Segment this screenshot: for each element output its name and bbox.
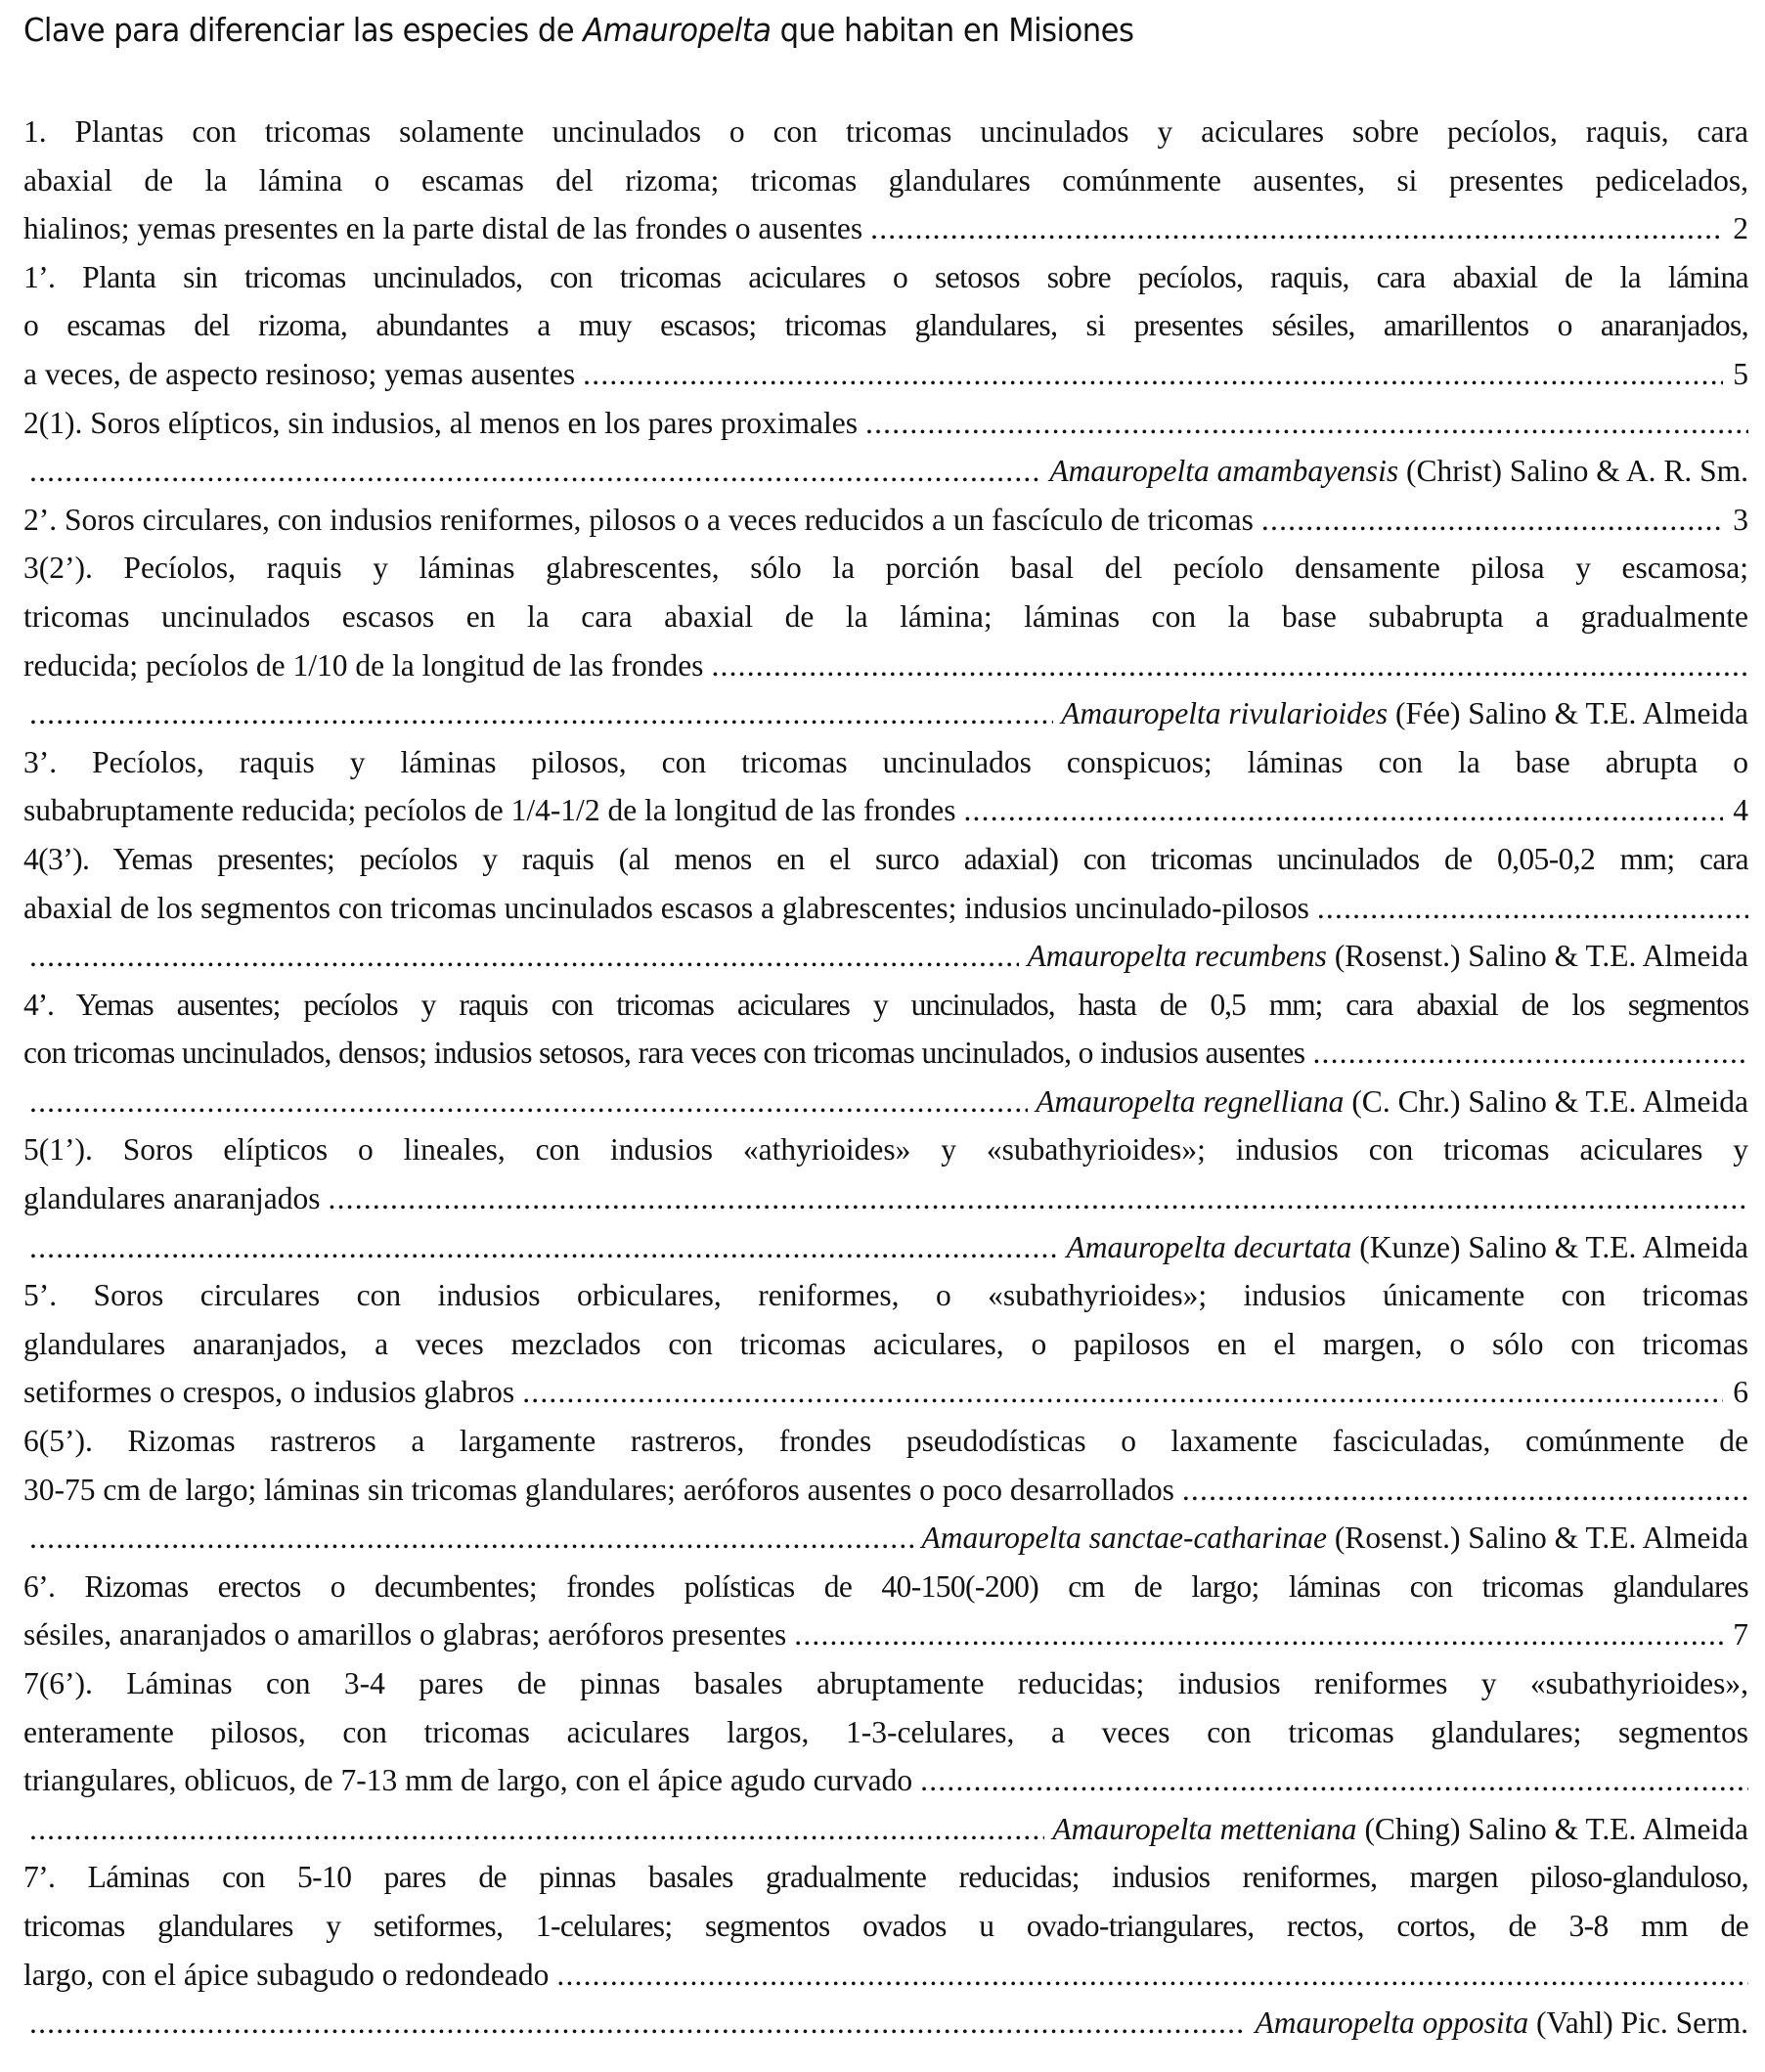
couplet-7-line-3: triangulares, oblicuos, de 7-13 mm de largo, con el ápice agudo curvado ..... — [23, 1756, 1748, 1805]
lead-number: 7 — [1733, 1617, 1748, 1653]
leader-dots — [29, 1223, 1058, 1272]
couplet-5-line-1: 5(1’). Soros elípticos o lineales, con indusios «athyrioides» y «subathyrioides»; indusios con tricomas aciculares y — [23, 1132, 1748, 1168]
leader-dots — [963, 786, 1723, 835]
couplet-5-species — [23, 1223, 1748, 1272]
couplet-6-line-2: 30-75 cm de largo; láminas sin tricomas glandulares; aeróforos ausentes o poco desarrollados ..... — [23, 1466, 1748, 1515]
leader-dots — [29, 1805, 1044, 1854]
couplet-5p-line-1: 5’. Soros circulares con indusios orbiculares, reniformes, o «subathyrioides»; indusios únicamente con tricomas — [23, 1278, 1748, 1313]
species-author: (Rosenst.) Salino & T.E. Almeida — [1326, 939, 1748, 974]
couplet-7-line-1: 7(6’). Láminas con 3-4 pares de pinnas basales abruptamente reducidas; indusios reniformes y «subathyrioides», — [23, 1666, 1748, 1700]
leader-dots — [556, 1951, 1748, 2000]
lead-number: 3 — [1733, 502, 1748, 537]
couplet-3-species — [23, 689, 1748, 738]
lead-number: 6 — [1733, 1375, 1748, 1410]
couplet-7-line-2: enteramente pilosos, con tricomas aciculares largos, 1-3-celulares, a veces con tricomas glandulares; segmentos — [23, 1714, 1748, 1749]
leader-dots — [29, 689, 1053, 738]
couplet-7p-line-1: 7’. Láminas con 5-10 pares de pinnas basales gradualmente reducidas; indusios reniformes, margen piloso-glanduloso, — [23, 1860, 1748, 1895]
species-name: Amauropelta rivularioides — [1061, 696, 1389, 731]
couplet-3p-lead: subabruptamente reducida; pecíolos de 1/4-1/2 de la longitud de las frondes ..... 4 — [23, 786, 1748, 835]
couplet-4-line-2: abaxial de los segmentos con tricomas uncinulados escasos a glabrescentes; indusios uncinulado-pilosos ..... — [23, 884, 1748, 933]
species-name: Amauropelta metteniana — [1052, 1811, 1357, 1846]
title-genus: Amauropelta — [583, 11, 772, 49]
document-page — [23, 0, 1748, 50]
leader-dots — [29, 447, 1041, 496]
species-name: Amauropelta amambayensis — [1049, 454, 1399, 489]
leader-dots — [794, 1610, 1723, 1659]
leader-dots — [29, 1078, 1028, 1126]
species-name: Amauropelta opposita — [1255, 2006, 1529, 2041]
species-author: (Christ) Salino & A. R. Sm. — [1398, 454, 1748, 489]
species-author: (Fée) Salino & T.E. Almeida — [1388, 696, 1748, 731]
couplet-3p-line-1: 3’. Pecíolos, raquis y láminas pilosos, con tricomas uncinulados conspicuos; láminas con la base abrupta o — [23, 744, 1748, 779]
couplet-3-line-1: 3(2’). Pecíolos, raquis y láminas glabrescentes, sólo la porción basal del pecíolo densamente pilosa y escamosa; — [23, 551, 1748, 586]
species-name: Amauropelta decurtata — [1066, 1229, 1352, 1264]
leader-dots — [1261, 496, 1723, 545]
species-author: (Ching) Salino & T.E. Almeida — [1356, 1811, 1748, 1846]
couplet-4-line-1: 4(3’). Yemas presentes; pecíolos y raquis (al menos en el surco adaxial) con tricomas uncinulados de 0,05-0,2 mm; cara — [23, 841, 1748, 876]
leader-dots — [522, 1368, 1723, 1417]
leader-dots — [29, 1514, 914, 1563]
leader-dots — [29, 1999, 1247, 2048]
couplet-6-line-1: 6(5’). Rizomas rastreros a largamente rastreros, frondes pseudodísticas o laxamente fasciculadas, comúnmente de — [23, 1424, 1748, 1459]
couplet-3-line-2: tricomas uncinulados escasos en la cara abaxial de la lámina; láminas con la base subabrupta a gradualmente — [23, 598, 1748, 634]
couplet-1p-line-2: o escamas del rizoma, abundantes a muy escasos; tricomas glandulares, si presentes sésiles, amarillentos o anaranjados, — [23, 308, 1748, 343]
species-name: Amauropelta recumbens — [1027, 939, 1327, 974]
species-author: (Rosenst.) Salino & T.E. Almeida — [1326, 1521, 1748, 1556]
couplet-5p-lead: setiformes o crespos, o indusios glabros ..... 6 — [23, 1368, 1748, 1417]
species-name: Amauropelta regnelliana — [1036, 1083, 1345, 1119]
species-author: (Vahl) Pic. Serm. — [1528, 2006, 1748, 2041]
couplet-7p-line-3: largo, con el ápice subagudo o redondeado ..... — [23, 1951, 1748, 2000]
species-author: (Kunze) Salino & T.E. Almeida — [1351, 1229, 1748, 1264]
lead-number: 5 — [1733, 356, 1748, 391]
leader-dots — [1317, 884, 1748, 933]
couplet-3-line-3: reducida; pecíolos de 1/10 de la longitud de las frondes ..... — [23, 641, 1748, 690]
couplet-1-line-2: abaxial de la lámina o escamas del rizoma; tricomas glandulares comúnmente ausentes, si presentes pedicelados, — [23, 162, 1748, 198]
leader-dots — [329, 1174, 1749, 1223]
couplet-6-species — [23, 1514, 1748, 1563]
couplet-2p-lead: 2’. Soros circulares, con indusios reniformes, pilosos o a veces reducidos a un fascículo de tricomas ..... 3 — [23, 496, 1748, 545]
couplet-2-line-1: 2(1). Soros elípticos, sin indusios, al menos en los pares proximales ..... — [23, 399, 1748, 448]
leader-dots — [870, 204, 1723, 253]
couplet-2-species — [23, 447, 1748, 496]
couplet-7-species — [23, 1805, 1748, 1854]
couplet-6p-line-1: 6’. Rizomas erectos o decumbentes; frondes polísticas de 40-150(-200) cm de largo; láminas con tricomas glandulares — [23, 1568, 1748, 1604]
leader-dots — [1312, 1029, 1748, 1078]
page-title: Clave para diferenciar las especies de Amauropelta que habitan en Misiones — [23, 11, 1134, 49]
leader-dots — [1182, 1466, 1748, 1515]
couplet-4p-line-1: 4’. Yemas ausentes; pecíolos y raquis con tricomas aciculares y uncinulados, hasta de 0,5 mm; cara abaxial de los segmentos — [23, 987, 1748, 1022]
couplet-5p-line-2: glandulares anaranjados, a veces mezclados con tricomas aciculares, o papilosos en el margen, o sólo con tricomas — [23, 1326, 1748, 1361]
leader-dots — [583, 350, 1723, 399]
couplet-7p-line-2: tricomas glandulares y setiformes, 1-celulares; segmentos ovados u ovado-triangulares, rectos, cortos, de 3-8 mm de — [23, 1908, 1748, 1943]
couplet-1p-lead: a veces, de aspecto resinoso; yemas ausentes ..... 5 — [23, 350, 1748, 399]
lead-number: 4 — [1733, 793, 1748, 828]
couplet-4-species — [23, 932, 1748, 981]
couplet-1p-line-1: 1’. Planta sin tricomas uncinulados, con tricomas aciculares o setosos sobre pecíolos, raquis, cara abaxial de la lámina — [23, 259, 1748, 294]
leader-dots — [865, 399, 1748, 448]
leader-dots — [711, 641, 1748, 690]
couplet-7p-species — [23, 1999, 1748, 2048]
species-author: (C. Chr.) Salino & T.E. Almeida — [1344, 1083, 1748, 1119]
lead-number: 2 — [1733, 211, 1748, 246]
species-name: Amauropelta sanctae-catharinae — [921, 1521, 1327, 1556]
couplet-4p-line-2: con tricomas uncinulados, densos; indusios setosos, rara veces con tricomas uncinulados, o indusios ausentes ..... — [23, 1029, 1748, 1078]
couplet-1-line-1: 1. Plantas con tricomas solamente uncinulados o con tricomas uncinulados y aciculares sobre pecíolos, raquis, cara — [23, 114, 1748, 149]
couplet-5-line-2: glandulares anaranjados ..... — [23, 1174, 1748, 1223]
couplet-1-lead: hialinos; yemas presentes en la parte distal de las frondes o ausentes ..... 2 — [23, 204, 1748, 253]
couplet-4p-species — [23, 1078, 1748, 1126]
leader-dots — [920, 1756, 1748, 1805]
leader-dots — [29, 932, 1019, 981]
couplet-6p-lead: sésiles, anaranjados o amarillos o glabras; aeróforos presentes ..... 7 — [23, 1610, 1748, 1659]
